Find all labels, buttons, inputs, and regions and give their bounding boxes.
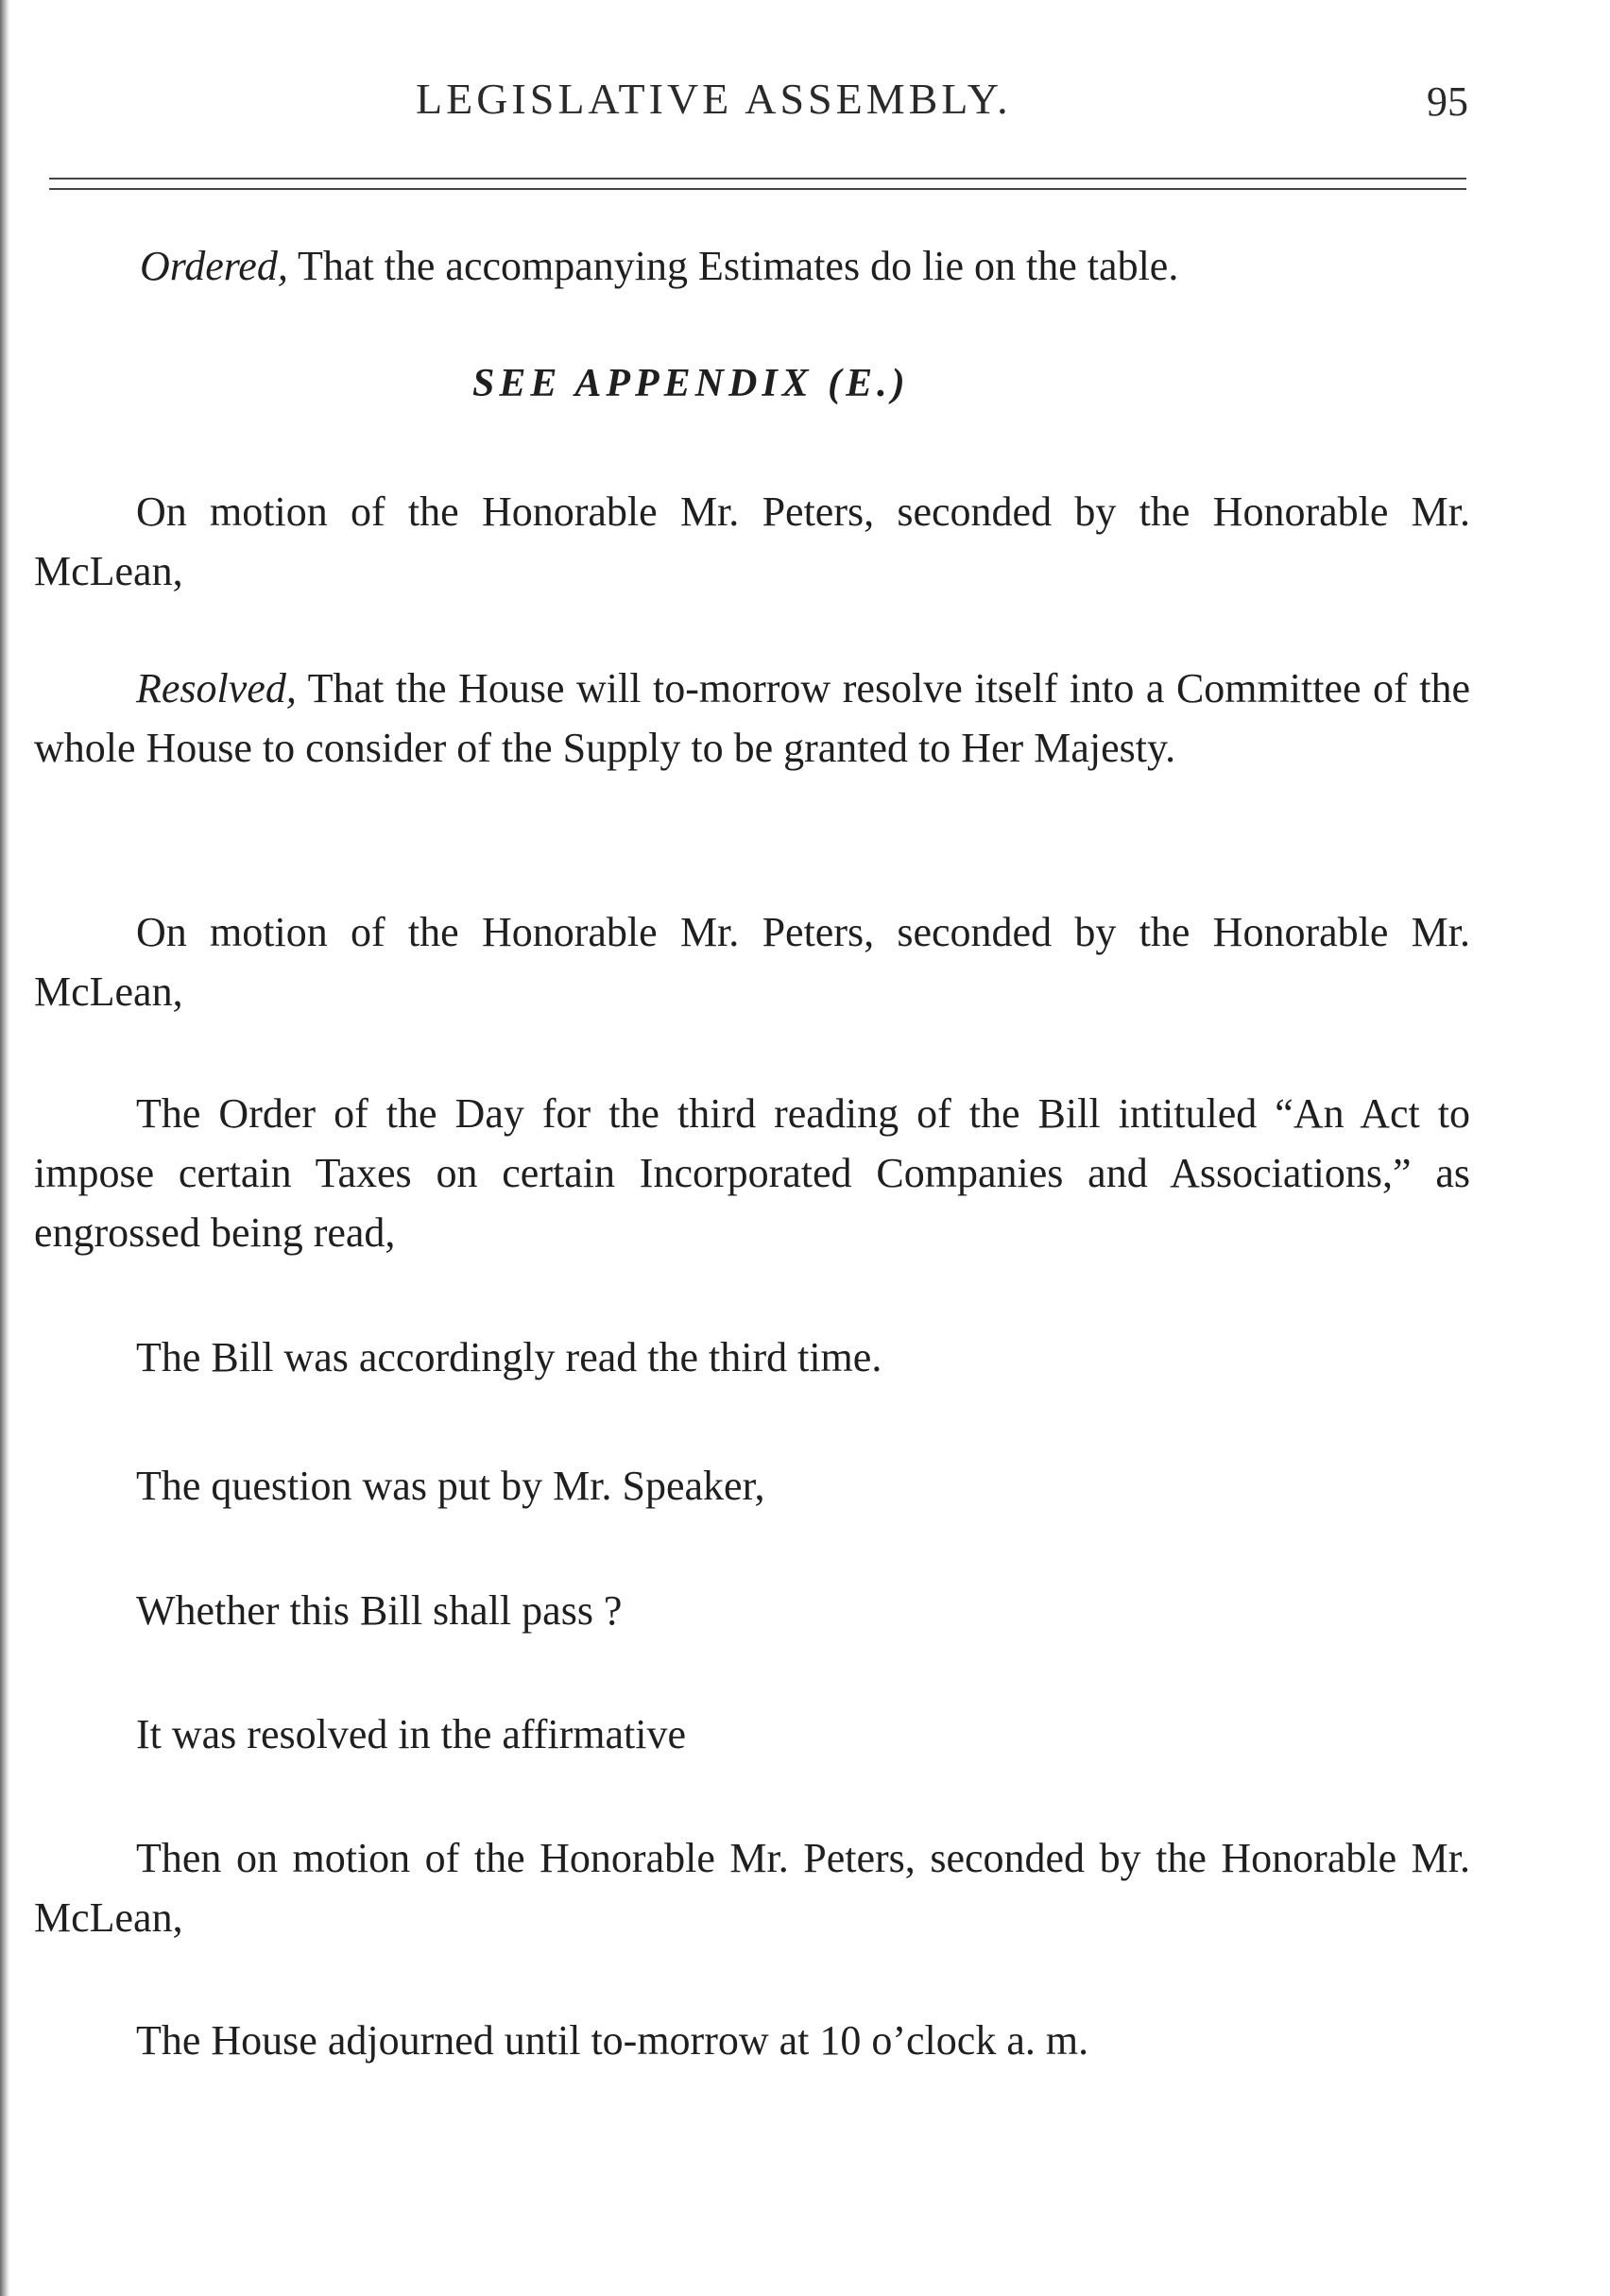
running-head: LEGISLATIVE ASSEMBLY. [416,75,1012,123]
page-binding-edge [0,0,9,2296]
ordered-paragraph [34,236,1470,296]
whether-pass-paragraph: Whether this Bill shall pass ? [136,1587,623,1634]
ordered-text: That the accompanying Estimates do lie on the table. [298,243,1179,289]
appendix-heading: SEE APPENDIX (E.) [472,362,910,405]
page-number: 95 [1427,78,1468,125]
ordered-lead: Ordered, [140,243,288,289]
resolved-lead: Resolved, [136,665,297,711]
motion-paragraph-3: Then on motion of the Honorable Mr. Peters, seconded by the Honorable Mr. McLean, [34,1835,1470,1941]
question-put-paragraph: The question was put by Mr. Speaker, [136,1463,765,1509]
resolved-affirmative-paragraph: It was resolved in the affirmative [136,1711,686,1757]
motion-paragraph-1: On motion of the Honorable Mr. Peters, seconded by the Honorable Mr. McLean, [34,488,1470,594]
resolved-text: That the House will to-morrow resolve itself into a Committee of the whole House to consider of the Supply to be granted to Her Majesty. [34,665,1470,771]
header-rule-top [49,178,1466,180]
adjourned-paragraph: The House adjourned until to-morrow at 10 o’clock a. m. [136,2017,1089,2064]
header-rule-bottom [49,188,1466,190]
resolved-paragraph [34,659,1470,778]
order-of-day-paragraph: The Order of the Day for the third reading of the Bill intituled “An Act to impose certain Taxes on certain Incorporated Companies and Associations,” as engrossed being read, [34,1090,1470,1256]
bill-read-paragraph: The Bill was accordingly read the third time. [136,1334,882,1380]
motion-paragraph-2: On motion of the Honorable Mr. Peters, seconded by the Honorable Mr. McLean, [34,909,1470,1015]
